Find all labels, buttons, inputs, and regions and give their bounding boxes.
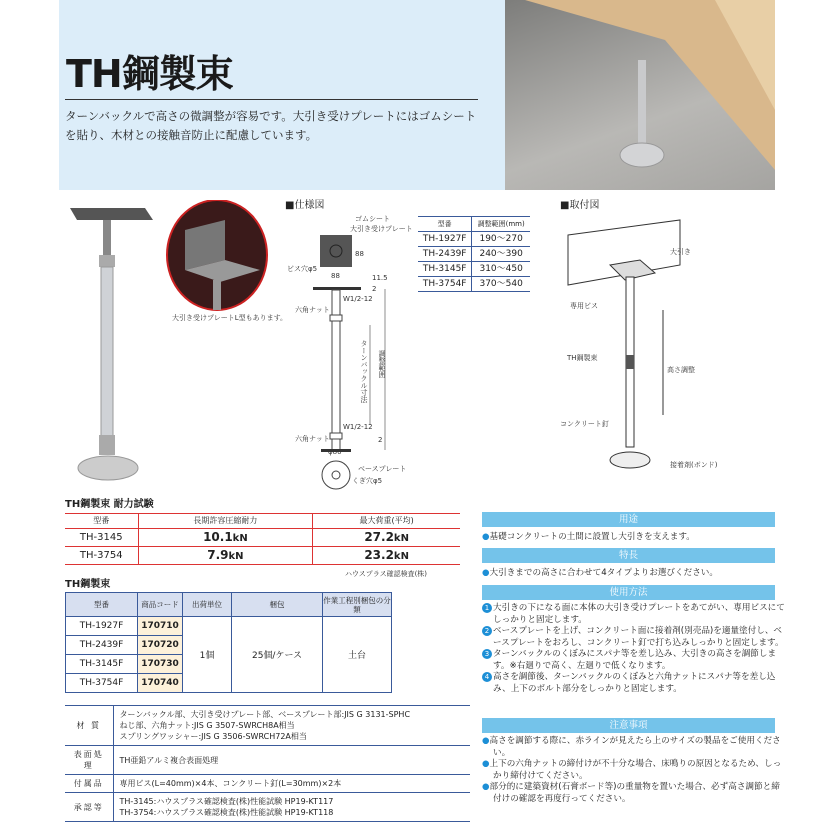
label-rubber-sheet: ゴムシート [355,215,390,223]
label-nail-hole: くぎ穴φ5 [352,477,383,485]
bullet-icon: ● [482,532,490,542]
spec-row: 材 質 ターンバックル部、大引き受けプレート部、ベースプレート部:JIS G 3131-SPHC ねじ部、六角ナット:JIS G 3507-SWRCH8A相当 スプリングワッシャー:JIS G 3506-SWRCH72A相当 [65,706,470,746]
cautions-header: 注意事項 [482,718,775,733]
usage-header: 用途 [482,512,775,527]
table-row: TH-3754F 370〜540 [418,277,530,292]
table-header: 型番 長期許容圧縮耐力 最大荷重(平均) [65,514,460,529]
step-2-icon: 2 [482,626,492,636]
label-w88: 88 [331,272,340,280]
spec-row: 承認等 TH-3145:ハウスプラス確認検査(株)性能試験 HP19-KT117 TH-3754:ハウスプラス確認検査(株)性能試験 HP19-KT118 [65,793,470,822]
label-thread-bottom: W1/2-12 [343,423,373,431]
label-h88: 88 [355,250,364,258]
table-row: TH-1927F 170710 1個 25個/ケース 土台 [66,617,392,636]
label-d115: 11.5 [372,274,388,282]
spec-row: 表面処理 TH亜鉛アルミ複合表面処理 [65,746,470,775]
table-row: TH-3754F 170740 [66,674,392,693]
bullet-icon: ● [482,782,490,792]
spec-row: 付属品 専用ビス(L=40mm)×4本、コンクリート釘(L=30mm)×2本 [65,775,470,793]
label-base-plate: ベースプレート [358,465,407,473]
label-range: 調整範囲 [378,350,386,378]
step-1-icon: 1 [482,603,492,613]
step-4-icon: 4 [482,672,492,682]
label-turnbuckle: ターンバックル寸法 [360,340,368,403]
table-row: TH-2439F 170720 [66,636,392,655]
caution-item: ●部分的に建築資材(石膏ボード等)の重量物を置いた場合、必ず高さ調節と締付けの確認を再度行ってください。 [482,782,780,804]
adjustment-range-table [418,216,530,292]
label-dedicated-screw: 専用ビス [570,302,598,310]
caution-item: ●高さを調節する際に、赤ラインが見えたら上のサイズの製品をご使用ください。 [482,736,781,758]
label-nut-bottom: 六角ナット [295,435,330,443]
photo-caption: 大引き受けプレートL型もあります。 [172,314,288,322]
features-header: 特長 [482,548,775,563]
label-height-adjust: 高さ調整 [667,366,695,374]
method-item: 2 ベースプレートを上げ、コンクリート面に接着剤(別売品)を適量塗付し、ベースプレートをおろし、コンクリート釘で打ち込みしっかりと固定します。 [493,626,788,649]
product-description: ターンバックルで高さの微調整が容易です。大引き受けプレートにはゴムシートを貼り、木材との接触音防止に配慮しています。 [65,109,477,142]
table-row: TH-1927F 190〜270 [418,232,530,247]
install-diagram-title: ■取付図 [560,200,600,211]
installed-photo-illustration [505,0,775,190]
label-beam: 大引き [670,248,691,256]
table-row: TH-3754 7.9kN 23.2kN [65,547,460,565]
table-row: TH-3145 10.1kN 27.2kN [65,529,460,547]
product-image [65,200,155,490]
table-header: 型番 商品コード 出荷単位 梱包 作業工程別梱包の分類 [66,593,392,617]
label-concrete-nail: コンクリート釘 [560,420,609,428]
label-receiving-plate: 大引き受けプレート [350,225,413,233]
label-nut-top: 六角ナット [295,306,330,314]
products-table [65,592,392,693]
features-item: ●大引きまでの高さに合わせて4タイプよりお選びください。 [482,568,718,578]
product-photo [505,0,775,190]
bullet-icon: ● [482,759,490,769]
method-item: 4 高さを調節後、ターンバックルのくぼみと六角ナットにスパナ等を差し込み、上下のボルト部分をしっかりと固定します。 [493,672,788,695]
label-d2-bottom: 2 [378,436,383,444]
step-3-icon: 3 [482,649,492,659]
bullet-icon: ● [482,736,490,746]
table-row: TH-3145F 310〜450 [418,262,530,277]
spec-diagram-title: ■仕様図 [285,200,325,211]
spec-diagram [285,215,410,495]
method-header: 使用方法 [482,585,775,600]
durability-title: TH鋼製束 耐力試験 [65,499,154,510]
usage-item: ●基礎コンクリートの土間に設置し大引きを支えます。 [482,532,695,542]
caution-item: ●上下の六角ナットの締付けが不十分な場合、床鳴りの原因となるため、しっかり締付けてください。 [482,759,782,781]
cautions-list [482,736,788,805]
table-header: 型番 調整範囲(mm) [418,217,530,232]
table-row: TH-2439F 240〜390 [418,247,530,262]
bullet-icon: ● [482,568,490,578]
label-bond: 接着剤(ボンド) [670,461,718,469]
table-row: TH-3145F 170730 [66,655,392,674]
products-title: TH鋼製束 [65,579,111,590]
specifications-table [65,705,470,822]
l-type-plate-image [165,200,275,312]
method-item: 1 大引きの下になる面に本体の大引き受けプレートをあてがい、専用ビスにてしっかりと固定します。 [493,603,788,626]
page-title: TH鋼製束 [66,52,233,96]
label-screw-hole: ビス穴φ5 [287,265,318,273]
label-phi80: φ80 [328,448,342,456]
durability-table [65,513,460,565]
method-item: 3 ターンバックルのくぼみにスパナ等を差し込み、大引きの高さを調節します。※右廻りで高く、左廻りで低くなります。 [493,649,788,672]
title-divider [65,99,478,100]
label-thread-top: W1/2-12 [343,295,373,303]
label-d2: 2 [372,285,377,293]
method-list [482,603,788,695]
label-product: TH鋼製束 [567,354,598,362]
durability-note: ハウスプラス確認検査(株) [345,570,428,578]
